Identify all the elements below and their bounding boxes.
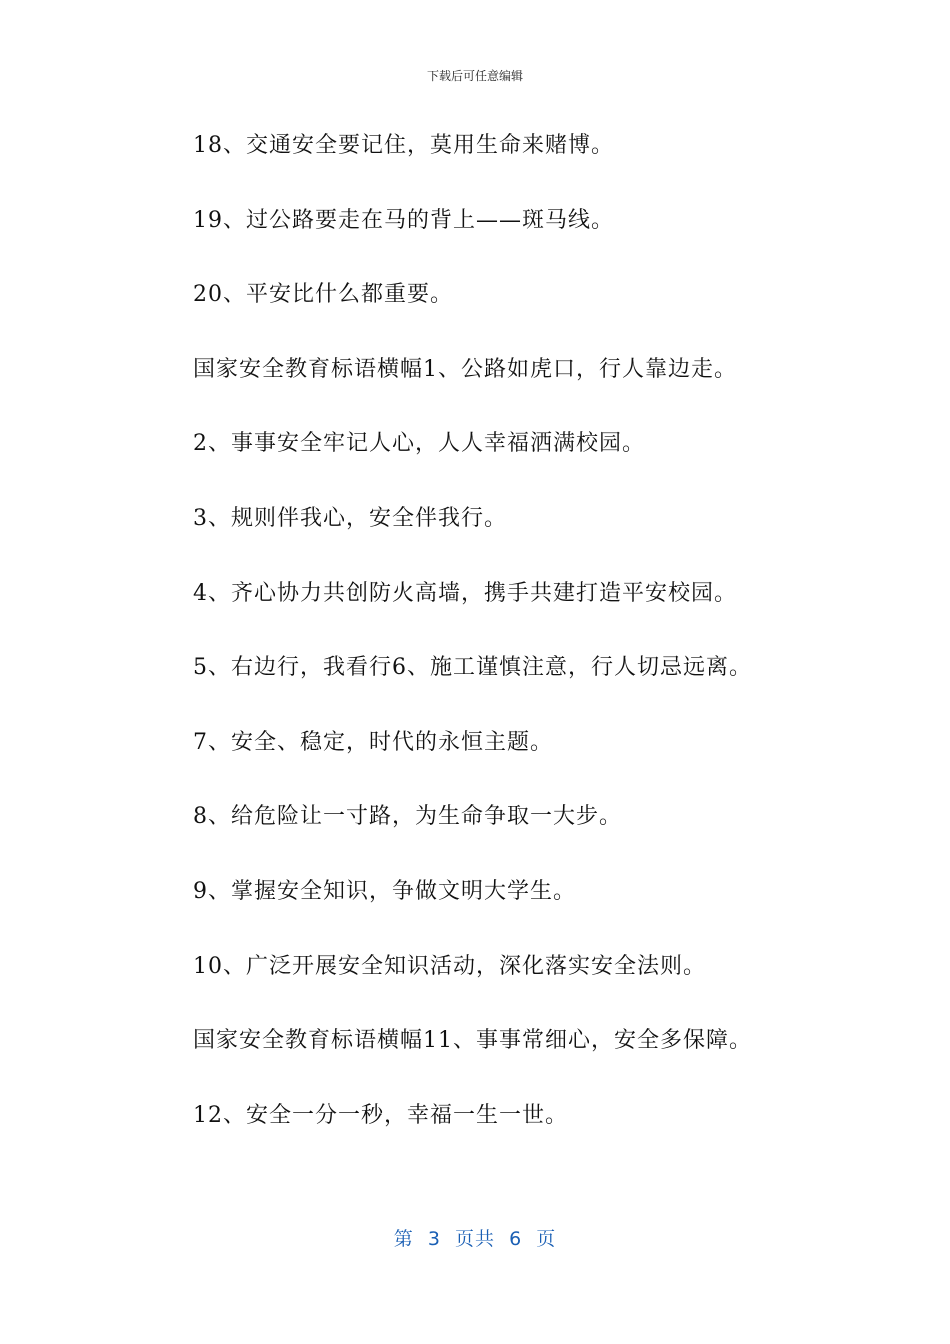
slogan-line: 2、事事安全牢记人心，人人幸福洒满校园。 bbox=[193, 431, 645, 457]
slogan-line: 19、过公路要走在马的背上——斑马线。 bbox=[193, 207, 614, 233]
slogan-line: 5、右边行，我看行6、施工谨慎注意，行人切忌远离。 bbox=[193, 655, 752, 681]
slogan-line: 国家安全教育标语横幅11、事事常细心，安全多保障。 bbox=[193, 1028, 752, 1054]
slogan-line: 10、广泛开展安全知识活动，深化落实安全法则。 bbox=[193, 953, 706, 979]
slogan-line: 4、齐心协力共创防火高墙，携手共建打造平安校园。 bbox=[193, 580, 737, 606]
document-body bbox=[193, 128, 893, 1172]
slogan-line: 12、安全一分一秒，幸福一生一世。 bbox=[193, 1102, 568, 1128]
page-footer bbox=[0, 1225, 950, 1253]
page-header: 下载后可任意编辑 bbox=[426, 69, 523, 83]
page-number: 第 3 页共 6 页 bbox=[393, 1228, 557, 1250]
slogan-line: 7、安全、稳定，时代的永恒主题。 bbox=[193, 729, 553, 755]
slogan-line: 20、平安比什么都重要。 bbox=[193, 282, 453, 308]
slogan-line: 9、掌握安全知识，争做文明大学生。 bbox=[193, 878, 576, 904]
slogan-line: 3、规则伴我心，安全伴我行。 bbox=[193, 505, 507, 531]
slogan-line: 国家安全教育标语横幅1、公路如虎口，行人靠边走。 bbox=[193, 356, 737, 382]
slogan-line: 18、交通安全要记住，莫用生命来赌博。 bbox=[193, 133, 614, 158]
slogan-line: 8、给危险让一寸路，为生命争取一大步。 bbox=[193, 804, 622, 830]
